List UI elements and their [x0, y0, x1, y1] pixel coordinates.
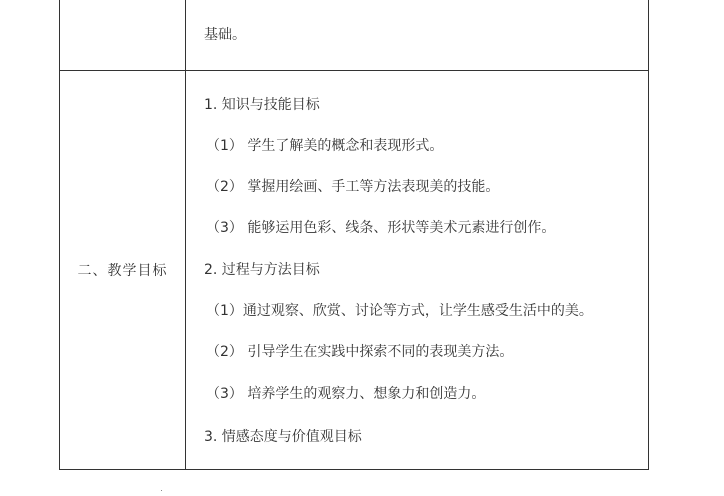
objective-heading-emotion: 3. 情感态度与价值观目标 — [204, 429, 362, 445]
page-speck — [161, 490, 162, 491]
objective-item: （1） 学生了解美的概念和表现形式。 — [206, 138, 444, 154]
table-row — [60, 71, 649, 470]
objective-heading-process: 2. 过程与方法目标 — [204, 262, 320, 278]
lesson-plan-table — [59, 0, 649, 470]
table-cell-right-top — [186, 0, 649, 71]
objective-item: （1）通过观察、欣赏、讨论等方式，让学生感受生活中的美。 — [206, 303, 593, 319]
table-row — [60, 0, 649, 71]
table-cell-content — [186, 71, 649, 470]
objective-item: （3） 能够运用色彩、线条、形状等美术元素进行创作。 — [206, 220, 556, 236]
objective-item: （3） 培养学生的观察力、想象力和创造力。 — [206, 386, 486, 402]
section-label: 二、教学目标 — [77, 263, 168, 279]
objective-heading-knowledge: 1. 知识与技能目标 — [204, 97, 320, 113]
objective-item: （2） 引导学生在实践中探索不同的表现美方法。 — [206, 344, 514, 360]
cell-text-continuation: 基础。 — [204, 27, 246, 43]
table-cell-left-top — [60, 0, 186, 71]
objective-item: （2） 掌握用绘画、手工等方法表现美的技能。 — [206, 179, 500, 195]
table-cell-label — [60, 71, 186, 470]
